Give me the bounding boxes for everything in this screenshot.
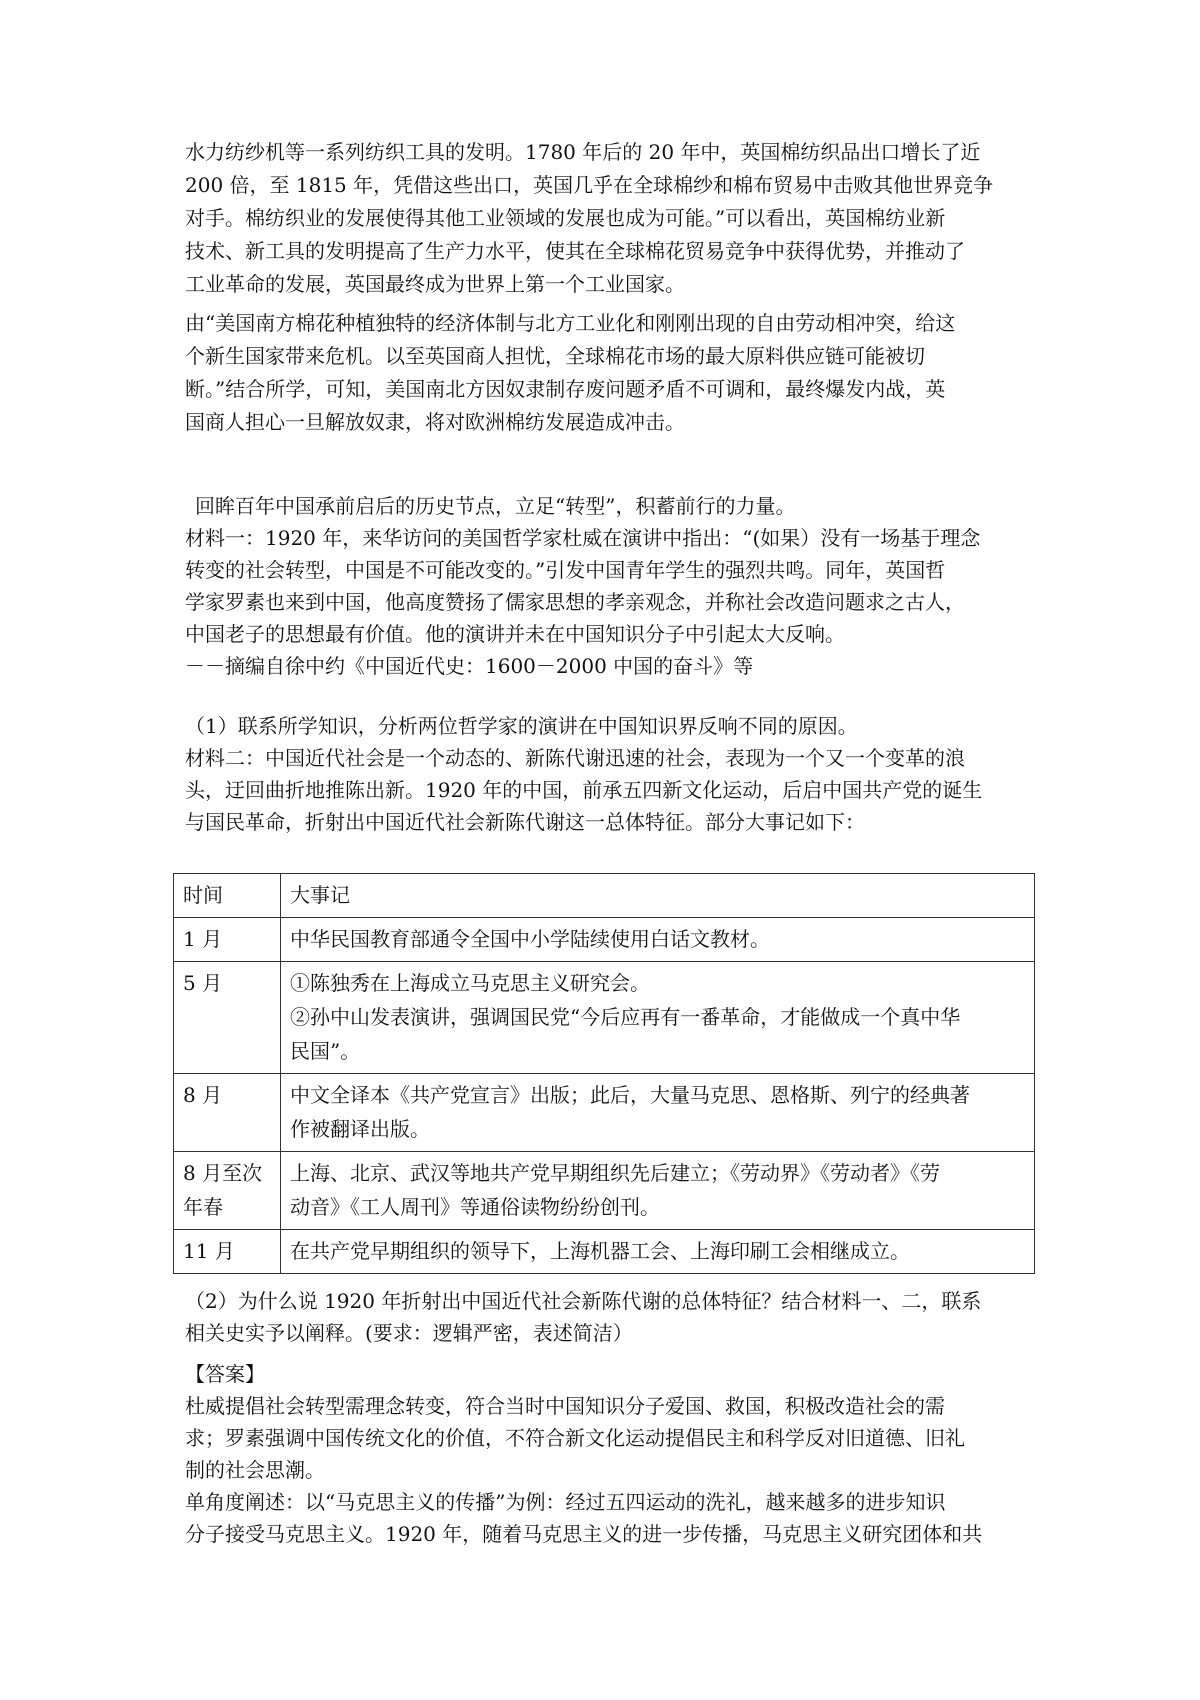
material2-line: 材料二：中国近代社会是一个动态的、新陈代谢迅速的社会，表现为一个又一个变革的浪	[185, 746, 965, 770]
table-header-events: 大事记	[281, 874, 1035, 918]
text-line: 工业革命的发展，英国最终成为世界上第一个工业国家。	[185, 272, 685, 296]
question1-block	[185, 710, 1030, 838]
event-line: 民国”。	[290, 1039, 361, 1063]
text-line: 对手。棉纺织业的发展使得其他工业领域的发展也成为可能。”可以看出，英国棉纺业新	[185, 206, 946, 230]
event-line: 作被翻译出版。	[290, 1117, 430, 1141]
table-header-time: 时间	[174, 874, 281, 918]
row-time	[174, 918, 281, 962]
event-line: ①陈独秀在上海成立马克思主义研究会。	[290, 971, 650, 995]
table-row	[174, 1230, 1035, 1274]
row-events	[281, 1230, 1035, 1274]
question2-block	[185, 1285, 1030, 1349]
answer-label: 【答案】	[185, 1362, 265, 1386]
table-row	[174, 962, 1035, 1074]
table-row	[174, 1152, 1035, 1230]
row-events	[281, 962, 1035, 1074]
time-line: 11 月	[183, 1239, 235, 1263]
answer-line: 单角度阐述：以“马克思主义的传播”为例：经过五四运动的洗礼，越来越多的进步知识	[185, 1490, 946, 1514]
time-line: 8 月	[183, 1083, 223, 1107]
question-material-block	[185, 490, 1030, 682]
time-line: 5 月	[183, 971, 223, 995]
row-events	[281, 1152, 1035, 1230]
section1-paragraph	[185, 136, 1030, 301]
row-time	[174, 1074, 281, 1152]
text-line: 断。”结合所学，可知，美国南北方因奴隶制存废问题矛盾不可调和，最终爆发内战，英	[185, 377, 946, 401]
material2-line: 头，迂回曲折地推陈出新。1920 年的中国，前承五四新文化运动，后启中国共产党的诞生	[185, 778, 983, 802]
event-line: 上海、北京、武汉等地共产党早期组织先后建立；《劳动界》《劳动者》《劳	[290, 1161, 940, 1185]
answer-line: 制的社会思潮。	[185, 1458, 325, 1482]
text-line: 技术、新工具的发明提高了生产力水平，使其在全球棉花贸易竞争中获得优势，并推动了	[185, 239, 965, 263]
section2-paragraph	[185, 307, 1030, 439]
events-table	[173, 873, 1035, 1274]
row-events	[281, 918, 1035, 962]
time-line: 8 月至次	[183, 1161, 263, 1185]
row-events	[281, 1074, 1035, 1152]
table-header-row	[174, 874, 1035, 918]
text-line: 水力纺纱机等一系列纺织工具的发明。1780 年后的 20 年中，英国棉纺织品出口增长了近	[185, 140, 981, 164]
question2-line: 相关史实予以阐释。(要求：逻辑严密，表述简洁）	[185, 1321, 633, 1345]
event-line: 中华民国教育部通令全国中小学陆续使用白话文教材。	[290, 927, 770, 951]
material1-line: 转变的社会转型，中国是不可能改变的。”引发中国青年学生的强烈共鸣。同年，英国哲	[185, 558, 946, 582]
event-line: 中文全译本《共产党宣言》出版；此后，大量马克思、恩格斯、列宁的经典著	[290, 1083, 970, 1107]
text-line: 由“美国南方棉花种植独特的经济体制与北方工业化和刚刚出现的自由劳动相冲突，给这	[185, 311, 956, 335]
question2-line: （2）为什么说 1920 年折射出中国近代社会新陈代谢的总体特征？结合材料一、二，联系	[185, 1289, 982, 1313]
answer-line: 分子接受马克思主义。1920 年，随着马克思主义的进一步传播，马克思主义研究团体和共	[185, 1522, 983, 1546]
text-line: 个新生国家带来危机。以至英国商人担忧，全球棉花市场的最大原料供应链可能被切	[185, 344, 925, 368]
time-line: 年春	[183, 1195, 223, 1219]
answer-line: 求；罗素强调中国传统文化的价值，不符合新文化运动提倡民主和科学反对旧道德、旧礼	[185, 1426, 965, 1450]
row-time	[174, 1152, 281, 1230]
material2-line: 与国民革命，折射出中国近代社会新陈代谢这一总体特征。部分大事记如下：	[185, 810, 865, 834]
event-line: 在共产党早期组织的领导下，上海机器工会、上海印刷工会相继成立。	[290, 1239, 910, 1263]
row-time	[174, 962, 281, 1074]
table-row	[174, 1074, 1035, 1152]
question-intro: 回眸百年中国承前启后的历史节点，立足“转型”，积蓄前行的力量。	[195, 494, 796, 518]
row-time	[174, 1230, 281, 1274]
time-line: 1 月	[183, 927, 223, 951]
event-line: 动音》《工人周刊》等通俗读物纷纷创刊。	[290, 1195, 660, 1219]
table-row	[174, 918, 1035, 962]
material1-source: －－摘编自徐中约《中国近代史：1600－2000 中国的奋斗》等	[185, 654, 754, 678]
event-line: ②孙中山发表演讲，强调国民党“今后应再有一番革命，才能做成一个真中华	[290, 1005, 961, 1029]
answer-line: 杜威提倡社会转型需理念转变，符合当时中国知识分子爱国、救国，积极改造社会的需	[185, 1394, 945, 1418]
text-line: 200 倍，至 1815 年，凭借这些出口，英国几乎在全球棉纱和棉布贸易中击败其他世界竞争	[185, 173, 994, 197]
answer-block	[185, 1358, 1030, 1550]
material1-line: 学家罗素也来到中国，他高度赞扬了儒家思想的孝亲观念，并称社会改造问题求之古人，	[185, 590, 965, 614]
question1-text: （1）联系所学知识，分析两位哲学家的演讲在中国知识界反响不同的原因。	[185, 714, 858, 738]
material1-line: 材料一：1920 年，来华访问的美国哲学家杜威在演讲中指出：“(如果）没有一场基于理念	[185, 526, 981, 550]
text-line: 国商人担心一旦解放奴隶，将对欧洲棉纺发展造成冲击。	[185, 410, 685, 434]
material1-line: 中国老子的思想最有价值。他的演讲并未在中国知识分子中引起太大反响。	[185, 622, 845, 646]
